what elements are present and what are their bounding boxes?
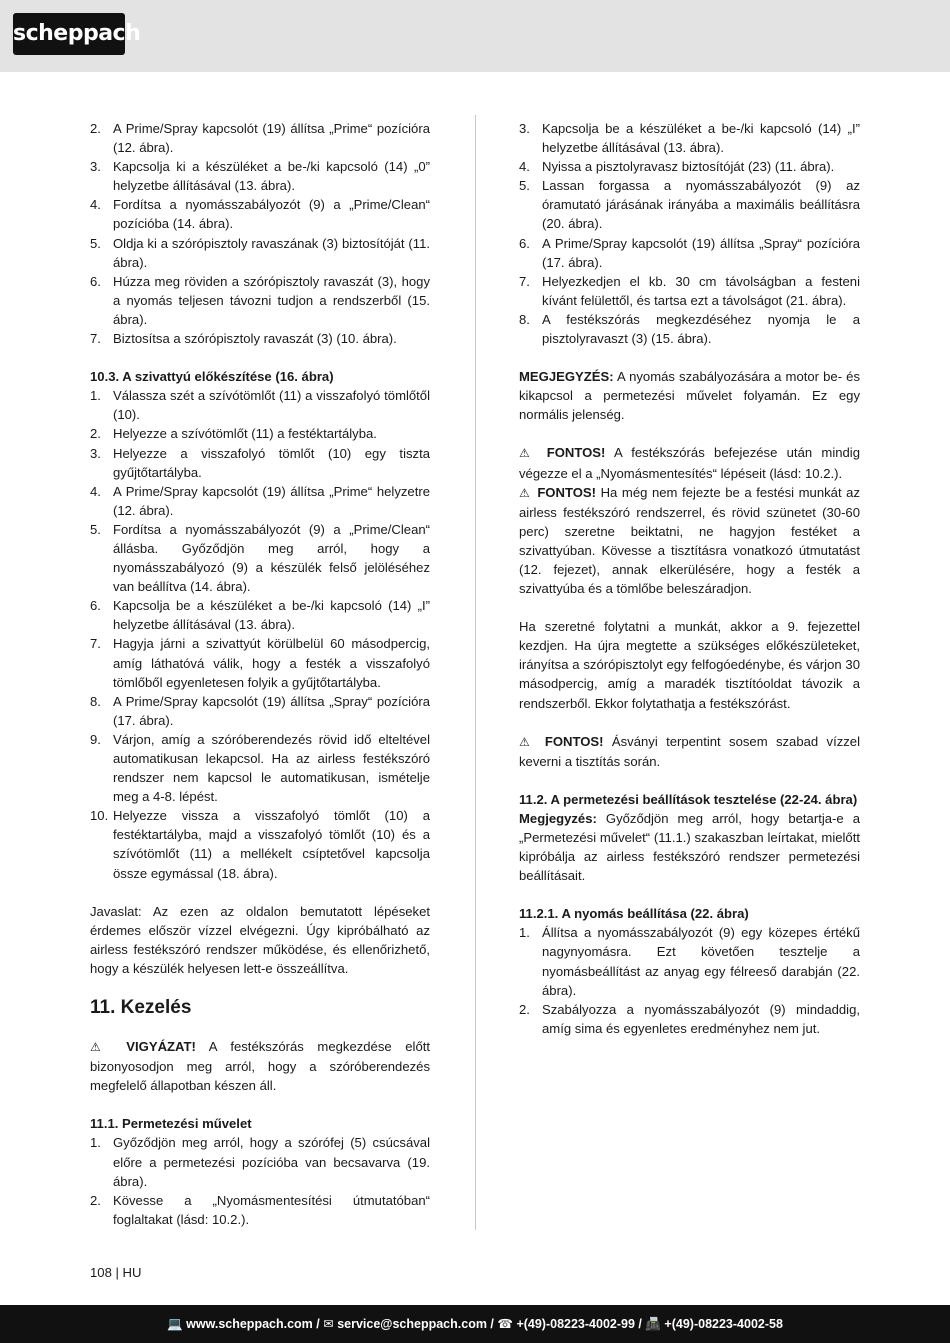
fontos-paragraph-2: ⚠ FONTOS! Ha még nem fejezte be a festési munkát az airless festékszóró rendszerrel, és rövid szünetet (30-60 perc) szeretne beiktatni, ne hagyjon festéket a szivattyúban. Kövesse a tisztításra vonatkozó útmutatást (12. fejezet), annak elkerülésére, hogy a festék a szivattyúba és a tömlőbe beleszáradjon. [519, 484, 860, 597]
phone-icon: ☎ [497, 1317, 513, 1331]
list-item [519, 157, 860, 176]
list-item [90, 634, 430, 691]
list-item-number: 6. [90, 598, 101, 614]
list-item-number: 4. [519, 159, 530, 175]
list-item-text: A Prime/Spray kapcsolót (19) állítsa „Spray“ pozícióra (17. ábra). [113, 693, 430, 728]
list-item-text: Várjon, amíg a szóróberendezés rövid idő elteltével automatikusan lekapcsol. Ha az airless festékszóró rendszer nem kapcsol le automatikusan, ismételje meg a 4-8. lépést. [113, 731, 430, 805]
list-item-number: 5. [90, 235, 101, 251]
list-item-number: 3. [90, 445, 101, 461]
section-heading-11-1: 11.1. Permetezési művelet [90, 1116, 252, 1132]
list-item-text: Kövesse a „Nyomásmentesítési útmutatóban“ foglaltakat (lásd: 10.2.). [113, 1192, 430, 1227]
list-item [90, 234, 430, 272]
warning-icon: ⚠ [519, 734, 535, 749]
list-item-number: 7. [90, 636, 101, 652]
list-item-text: A Prime/Spray kapcsolót (19) állítsa „Prime“ pozícióra (12. ábra). [113, 121, 430, 156]
fontos-paragraph-1: ⚠ FONTOS! A festékszórás befejezése után mindig végezze el a „Nyomásmentesítés“ lépéseit (lásd: 10.2.). [519, 445, 860, 481]
list-item-number: 10. [90, 808, 109, 824]
list-item-text: Lassan forgassa a nyomásszabályozót (9) az óramutató járásának irányába a maximális beállításra (20. ábra). [542, 178, 860, 232]
list-item-text: Válassza szét a szívótömlőt (11) a visszafolyó tömlőtől (10). [113, 388, 430, 423]
steps-list-10-3 [90, 386, 430, 882]
list-item [90, 157, 430, 195]
website-link[interactable]: www.scheppach.com [186, 1317, 313, 1331]
list-item-text: Helyezze a visszafolyó tömlőt (10) egy tiszta gyűjtőtartályba. [113, 445, 430, 480]
list-item-number: 5. [519, 178, 530, 194]
left-column [90, 119, 430, 1229]
list-item-number: 2. [90, 121, 101, 136]
list-item-number: 7. [519, 273, 530, 289]
list-item [90, 119, 430, 157]
list-item [519, 234, 860, 272]
list-item [90, 482, 430, 520]
list-item-text: Helyezze vissza a visszafolyó tömlőt (10) a festéktartályba, majd a visszafolyó tömlőt (10) és a szívótömlőt (11) a mellékelt csíptetővel kapcsolja össze egymással (18. ábra). [113, 808, 430, 881]
list-item-number: 6. [519, 235, 530, 251]
list-item [90, 424, 430, 443]
megjegyzes-paragraph-2: Megjegyzés: Győződjön meg arról, hogy betartja-e a „Permetezési művelet“ (11.1.) szakaszban leírtakat, mielőtt kipróbálja az airless festékszóró rendszer permetezési beállításait. [519, 810, 860, 884]
list-item-number: 4. [90, 197, 101, 213]
list-item-text: Fordítsa a nyomásszabályozót (9) a „Prime/Clean“ állásba. Győződjön meg arról, hogy a nyomásszabályozó (9) a készülék felső jelöléséhez van beállítva (14. ábra). [113, 521, 430, 595]
warning-icon: ⚠ [519, 485, 531, 500]
list-item [90, 1133, 430, 1190]
list-item [519, 119, 860, 157]
section-heading-10-3: 10.3. A szivattyú előkészítése (16. ábra) [90, 369, 334, 385]
list-item-text: A festékszórás megkezdéséhez nyomja le a pisztolyravaszt (3) (15. ábra). [542, 311, 860, 347]
list-item-text: Hagyja járni a szivattyút körülbelül 60 másodpercig, amíg láthatóvá válik, hogy a festék a visszafolyó tömlőből egyenletesen folyik a gyűjtőtartályba. [113, 636, 430, 690]
steps-list-11-2-1 [519, 923, 860, 1038]
list-item [90, 1191, 430, 1229]
steps-list-10-2 [90, 119, 430, 348]
list-item [519, 176, 860, 233]
list-item-text: Fordítsa a nyomásszabályozót (9) a „Prime/Clean“ pozícióba (14. ábra). [113, 197, 430, 232]
list-item-number: 2. [90, 1192, 101, 1208]
section-heading-11-2-1: 11.2.1. A nyomás beállítása (22. ábra) [519, 906, 749, 922]
fax-icon: 📠 [645, 1317, 661, 1331]
list-item-text: A Prime/Spray kapcsolót (19) állítsa „Spray“ pozícióra (17. ábra). [542, 235, 860, 270]
scheppach-logo[interactable]: scheppach [13, 13, 125, 55]
list-item-text: Kapcsolja be a készüléket a be-/ki kapcsoló (14) „I” helyzetbe állításával (13. ábra). [542, 121, 860, 156]
section-heading-11: 11. Kezelés [90, 997, 192, 1019]
list-item-text: Győződjön meg arról, hogy a szórófej (5) csúcsával előre a permetezési pozícióba van becsavarva (19. ábra). [113, 1135, 430, 1189]
section-heading-11-2: 11.2. A permetezési beállítások tesztelése (22-24. ábra) [519, 791, 858, 807]
list-item-number: 7. [90, 331, 101, 347]
list-item-text: Állítsa a nyomásszabályozót (9) egy közepes értékű nagynyomásra. Ezt követően tesztelje a nyomásbeállítást az anyag egy félreeső darabján (22. ábra). [542, 925, 860, 998]
list-item-text: A Prime/Spray kapcsolót (19) állítsa „Prime“ helyzetre (12. ábra). [113, 483, 430, 518]
list-item [90, 444, 430, 482]
megjegyzes-paragraph: MEGJEGYZÉS: A nyomás szabályozására a motor be- és kikapcsol a permetezési művelet folyamán. Ez egy normális jelenség. [519, 369, 860, 423]
list-item-number: 3. [90, 159, 101, 175]
fontos-paragraph-3: ⚠ FONTOS! Ásványi terpentint sosem szabad vízzel keverni a tisztítás során. [519, 733, 861, 769]
list-item-text: Helyezze a szívótömlőt (11) a festéktartályba. [113, 426, 377, 442]
vigyazat-paragraph: ⚠ VIGYÁZAT! A festékszórás megkezdése előtt bizonyosodjon meg arról, hogy a szóróberendezés megfelelő állapotban készen áll. [90, 1039, 430, 1094]
list-item-number: 5. [90, 521, 101, 537]
steps-list-11-1 [90, 1133, 430, 1228]
warning-icon: ⚠ [519, 446, 536, 461]
list-item-text: Szabályozza a nyomásszabályozót (9) mindaddig, amíg sima és egyenletes eredményhez nem jut. [542, 1001, 860, 1036]
right-column [519, 119, 860, 1038]
list-item [519, 923, 860, 999]
phone-number: +(49)-08223-4002-99 [516, 1317, 635, 1331]
javaslat-paragraph: Javaslat: Az ezen az oldalon bemutatott lépéseket érdemes először vízzel elvégezni. Úgy kipróbálható az airless festékszóró rendszer működése, és ellenőrizhető, hogy a készülék helyesen lett-e összeállítva. [90, 903, 430, 976]
list-item [90, 195, 430, 233]
list-item-number: 4. [90, 483, 101, 499]
list-item-number: 1. [90, 388, 101, 404]
list-item-text: Nyissa a pisztolyravasz biztosítóját (23) (11. ábra). [542, 159, 835, 175]
list-item-number: 1. [90, 1135, 101, 1151]
page-number: 108 | HU [90, 1265, 142, 1280]
folytatas-paragraph: Ha szeretné folytatni a munkát, akkor a 9. fejezettel kezdjen. Ha újra megtette a szükséges előkészületeket, irányítsa a szórópisztolyt egy felfogóedénybe, és várjon 30 másodpercig, amíg a maradék tisztítóoldat távozik a rendszerből. Ekkor folytathatja a festékszórást. [519, 619, 860, 711]
list-item-text: Kapcsolja ki a készüléket a be-/ki kapcsoló (14) „0” helyzetbe állításával (13. ábra). [113, 159, 430, 194]
list-item-number: 8. [90, 693, 101, 709]
list-item-text: Helyezkedjen el kb. 30 cm távolságban a festeni kívánt felülettől, és tartsa ezt a távolságot (21. ábra). [542, 273, 860, 308]
list-item [90, 272, 430, 329]
column-divider [475, 115, 476, 1230]
list-item [519, 272, 860, 310]
list-item-text: Biztosítsa a szórópisztoly ravaszát (3) (10. ábra). [113, 331, 397, 347]
list-item [90, 329, 430, 348]
list-item [90, 596, 430, 634]
list-item [90, 386, 430, 424]
email-link[interactable]: service@scheppach.com [337, 1317, 487, 1331]
list-item [90, 730, 430, 806]
list-item-number: 9. [90, 731, 101, 747]
list-item [90, 806, 430, 882]
list-item-text: Kapcsolja be a készüléket a be-/ki kapcsoló (14) „I” helyzetbe állításával (13. ábra). [113, 598, 430, 633]
warning-icon: ⚠ [90, 1040, 111, 1055]
list-item-number: 8. [519, 311, 530, 327]
list-item-number: 1. [519, 925, 530, 941]
list-item [90, 692, 430, 730]
mail-icon: ✉ [323, 1317, 334, 1331]
list-item-number: 2. [90, 426, 101, 442]
list-item-number: 2. [519, 1001, 530, 1017]
list-item [90, 520, 430, 596]
header-bar [0, 0, 950, 72]
list-item-text: Oldja ki a szórópisztoly ravaszának (3) biztosítóját (11. ábra). [113, 235, 430, 270]
list-item-number: 6. [90, 273, 101, 289]
list-item [519, 1000, 860, 1038]
list-item-text: Húzza meg röviden a szórópisztoly ravaszát (3), hogy a nyomás teljesen távozni tudjon a rendszerből (15. ábra). [113, 273, 430, 327]
fax-number: +(49)-08223-4002-58 [664, 1317, 783, 1331]
list-item-number: 3. [519, 121, 530, 136]
steps-list-11-1-cont [519, 119, 860, 348]
footer-bar: 💻 www.scheppach.com / ✉ service@scheppach.com / ☎ +(49)-08223-4002-99 / 📠 +(49)-08223-4002-58 [0, 1305, 950, 1343]
list-item [519, 310, 860, 348]
computer-icon: 💻 [167, 1317, 183, 1331]
